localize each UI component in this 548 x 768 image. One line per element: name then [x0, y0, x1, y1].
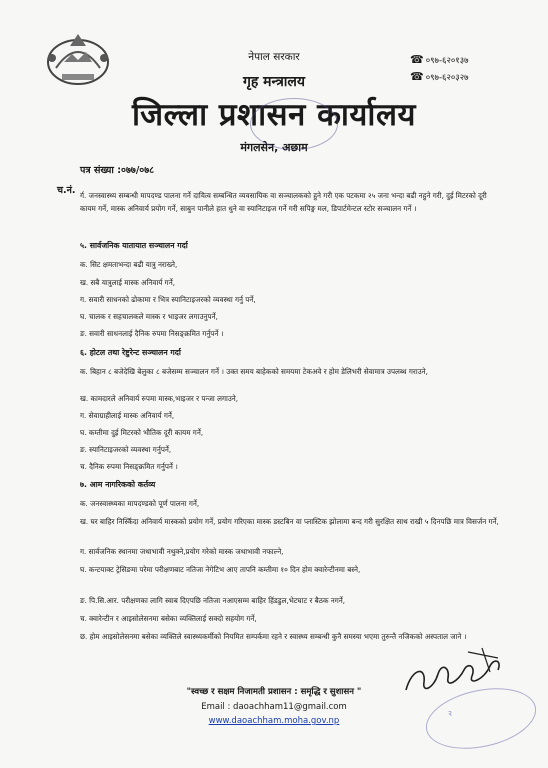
list-item: ङ. स्यानिटाइजरको व्यवस्था गर्नुपर्ने, — [80, 445, 172, 454]
section-7-heading: ७. आम नागरिकको कर्तव्य — [80, 480, 156, 489]
footer-email: Email : daoachham11@gmail.com — [201, 702, 347, 712]
list-item: क. जनस्वास्थ्यका मापदण्डको पूर्ण पालना गर्ने, — [80, 499, 200, 508]
list-item: क. बिहान ८ बजेदेखि बेलुका ८ बजेसम्म सञ्चालन गर्ने । उक्त समय बाहेकको समयमा टेकअवे र होम डेलिभरी सेवामात्र उपलब्ध गराउने, — [80, 367, 428, 376]
list-item: च. क्वारेन्टीन र आइसोलेसनमा बसेका व्यक्तिलाई सक्दो सहयोग गर्ने, — [80, 614, 257, 623]
dispatch-number: च.नं. — [57, 185, 76, 196]
page-number: २ — [447, 708, 454, 719]
reference-number: पत्र संख्या :०७७/०७८ — [80, 165, 155, 176]
office-stamp — [250, 98, 338, 150]
header-ministry: गृह मन्त्रालय — [242, 74, 306, 90]
list-item: छ. होम आइसोलेसनमा बसेका व्यक्तिले स्वास्थ्यकर्मीको नियमित सम्पर्कमा रहने र स्वास्थ्य सम्बन्धी कुनै समस्या भएमा तुरुन्तै नजिकको अस्पताल जाने । — [80, 632, 467, 641]
list-item: ङ. सवारी साधनलाई दैनिक रुपमा निसङ्क्रमित गर्नुपर्ने । — [80, 329, 224, 338]
section-6-heading: ६. होटल तथा रेष्टुरेन्ट सञ्चालन गर्दा — [80, 348, 181, 357]
list-item: ख. घर बाहिर निस्किँदा अनिवार्य मास्कको प्रयोग गर्ने, प्रयोग गरिएका मास्क डस्टबिन वा प्लास्टिक झोलामा बन्द गरी सुरक्षित साथ राखी ५ दिनपछि मात्र विसर्जन गर्ने, — [80, 517, 499, 526]
list-item: ग. सेवाग्राहीलाई मास्क अनिवार्य गर्ने, — [80, 411, 175, 420]
footer-website-link[interactable]: www.daoachham.moha.gov.np — [208, 716, 340, 726]
section-5-heading: ५. सार्वजनिक यातायात सञ्चालन गर्दा — [80, 241, 188, 250]
list-item: ग. सार्वजनिक स्थानमा जथाभावी नथुक्ने,प्रयोग गरेको मास्क जथाभावी नफाल्ने, — [80, 547, 284, 556]
phone-icon: ☎ — [410, 53, 424, 66]
phone-icon: ☎ — [410, 70, 424, 83]
phone-1: ०९७-६२०१३७ — [425, 56, 469, 66]
phone-2: ०९७-६२०३२७ — [425, 73, 469, 83]
header-government: नेपाल सरकार — [248, 51, 300, 63]
list-item: ख. कामदारले अनिवार्य रुपमा मास्क,भाइजर र पन्जा लगाउने, — [80, 394, 239, 403]
list-item: ग. सवारी साधनको ढोकामा र भित्र स्यानिटाइजरको व्यवस्था गर्नु पर्ने, — [80, 295, 256, 304]
header-office-title: जिल्ला प्रशासन कार्यालय — [132, 97, 416, 133]
footer-motto: "स्वच्छ र सक्षम निजामती प्रशासन : समृद्धि र सुशासन " — [186, 687, 362, 697]
list-item: क. सिट क्षमताभन्दा बढी यात्रु नराख्ने, — [80, 260, 178, 269]
list-item: च. दैनिक रुपमा निसङ्क्रमित गर्नुपर्ने । — [80, 462, 178, 471]
header-location: मंगलसेन, अछाम — [240, 141, 308, 154]
intro-paragraph: र्ग. जनस्वास्थ्य सम्बन्धी मापदण्ड पालना गर्ने दायित्व सम्बन्धित व्यवसायिक वा सञ्चालकको हुने गरी एक पटकमा २५ जना भन्दा बढी नहुने गरी, दुई मिटरको दूरी कायम गर्ने, मास्क अनिवार्य प्रयोग गर्ने, साबुन पानीले हात धुने वा स्यानिटाइज गर्ने गरी सपिङ्ग मल, डिपार्टमेन्टल स्टोर सञ्चालन गर्ने । — [80, 191, 487, 213]
list-item: ङ. पि.सि.आर. परीक्षणका लागि स्वाब दिएपछि नतिजा नआएसम्म बाहिर हिंडडुल,भेटघाट र बैठक नगर्ने, — [80, 596, 346, 605]
list-item: ख. सबै यात्रुलाई मास्क अनिवार्य गर्ने, — [80, 278, 175, 287]
list-item: घ. कन्टयाक्ट ट्रेसिङमा परेमा परीक्षणबाट नतिजा नेगेटिभ आए तापनि कम्तीमा १० दिन होम क्वारेन्टीनमा बस्ने, — [80, 565, 361, 574]
phone-block — [410, 52, 469, 86]
list-item: घ. चालक र सहचालकले मास्क र भाइजर लगाउनुपर्ने, — [80, 312, 218, 321]
list-item: घ. कम्तीमा दुई मिटरको भौतिक दूरी कायम गर्ने, — [80, 428, 204, 437]
